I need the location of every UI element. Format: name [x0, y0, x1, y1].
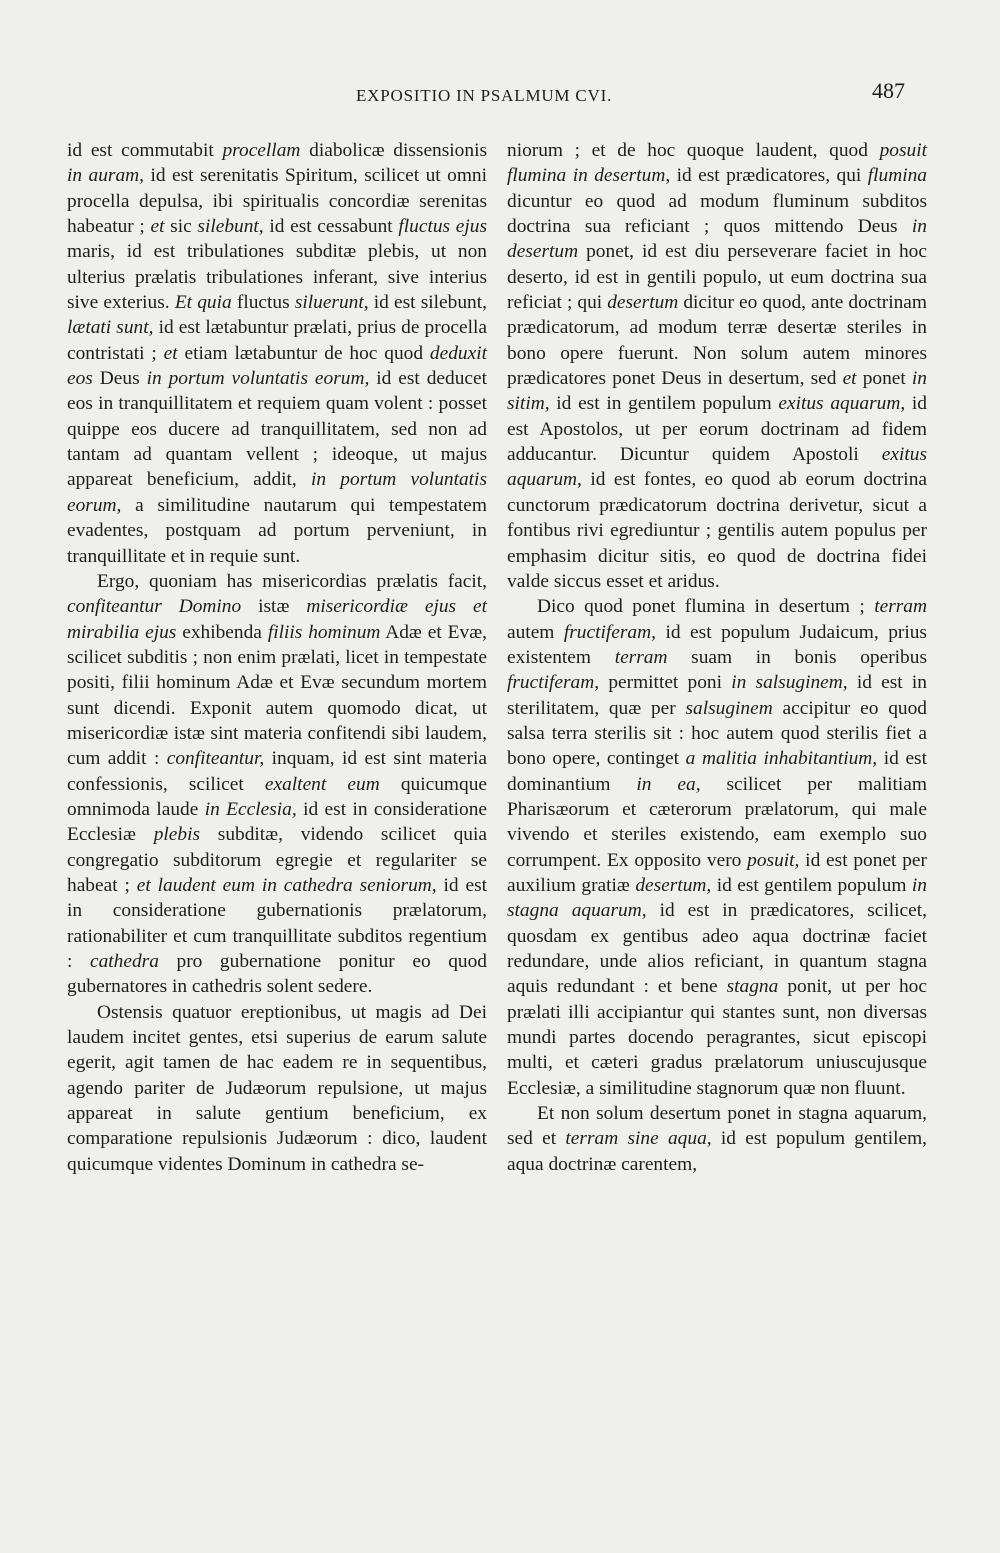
italic-run: et	[150, 216, 165, 238]
italic-run: exitus aquarum,	[507, 444, 927, 491]
italic-run: cathedra	[89, 951, 159, 972]
paragraph: id est commutabit procellam diabolicæ dissensionis in auram, id est serenitatis Spiritum, scilicet ut omni procella depulsa, ibi spiritualis concordiæ serenitas habeatur ; et sic silebunt, id est cessabunt fluctus ejus maris, id est tribulationes subditæ plebis, ut non ulterius prælatis tribulationes inferant, sive interius sive exterius. Et quia fluctus siluerunt, id est silebunt, lætati sunt, id est lætabuntur prælati, prius de procella contristati ; et etiam lætabuntur de hoc quod deduxit eos Deus in portum voluntatis eorum, id est deducet eos in tranquillitatem et requiem quam volent : posset quippe eos ducere ad tranquillitatem, sed non ad tantam ad quantam vellent ; ideoque, ut majus appareat beneficium, addit, in portum voluntatis eorum, a similitudine nautarum qui tempestatem evadentes, postquam ad portum perveniunt, in tranquillitate et in requie sunt.	[67, 140, 488, 567]
italic-run: fructiferam,	[507, 672, 600, 694]
italic-run: lætati sunt,	[67, 317, 154, 339]
italic-run: in portum voluntatis eorum,	[146, 368, 370, 390]
italic-run: exitus aquarum,	[778, 393, 906, 415]
italic-run: in desertum	[507, 216, 927, 263]
italic-run: et	[842, 368, 857, 390]
italic-run: filiis hominum	[267, 621, 381, 643]
italic-run: terram	[614, 646, 668, 668]
italic-run: in ea,	[636, 773, 701, 795]
paragraph: Dico quod ponet flumina in desertum ; terram autem fructiferam, id est populum Judaicum, prius existentem terram suam in bonis operibus fructiferam, permittet poni in salsuginem, id est in sterilitatem, quæ per salsuginem accipitur eo quod salsa terra sterilis sit : hoc autem quod sterilis fiet a bono opere, continget a malitia inhabitantium, id est dominantium in ea, scilicet per malitiam Pharisæorum et cæterorum prælatorum, qui male vivendo et steriles existendo, eam exemplo suo corrumpent. Ex opposito vero posuit, id est ponet per auxilium gratiæ desertum, id est gentilem populum in stagna aquarum, id est in prædicatores, scilicet, quosdam ex gentibus adeo aqua doctrinæ faciet redundare, unde alios reficiant, in quantum stagna aquis redundant : et bene stagna ponit, ut per hoc prælati illi accipiantur qui stantes sunt, non diversas mundi partes docendo peragrantes, sicut episcopi multi, et cæteri gradus prælatorum uniuscujusque Ecclesiæ, a similitudine stagnorum quæ non fluunt.	[507, 596, 928, 1099]
italic-run: confiteantur Domino	[67, 596, 242, 618]
italic-run: posuit,	[747, 849, 800, 871]
italic-run: confiteantur,	[166, 748, 265, 770]
italic-run: in sitim,	[507, 368, 927, 415]
italic-run: in portum voluntatis eorum,	[67, 469, 487, 516]
italic-run: misericordiæ ejus et mirabilia ejus	[67, 596, 488, 643]
italic-run: Et quia	[174, 292, 232, 314]
italic-run: desertum,	[635, 874, 712, 896]
paragraph: Ostensis quatuor ereptionibus, ut magis ad Dei laudem incitet gentes, etsi superius de earum salute egerit, agit tamen de hac eadem re in sequentibus, agendo pariter de Judæorum repulsione, ut majus appareat in salute gentium beneficium, ex comparatione repulsionis Judæorum : dico, laudent quicumque videntes Dominum in cathedra se-	[67, 1001, 487, 1175]
italic-run: procellam	[222, 140, 301, 161]
italic-run: in salsuginem,	[731, 672, 848, 694]
page-number: 487	[872, 78, 905, 103]
italic-run: et laudent eum in cathedra seniorum,	[136, 874, 437, 896]
paragraph: Ergo, quoniam has misericordias prælatis facit, confiteantur Domino istæ misericordiæ ejus et mirabilia ejus exhibenda filiis hominum Adæ et Evæ, scilicet subditis ; non enim prælati, licet in tempestate positi, filii hominum Adæ et Evæ secundum mortem sunt dicendi. Exponit autem quomodo dicat, ut misericordiæ istæ sint materia confitendi sibi laudem, cum addit : confiteantur, inquam, id est sint materia confessionis, scilicet exaltent eum quicumque omnimoda laude in Ecclesia, id est in consideratione Ecclesiæ plebis subditæ, videndo scilicet quia congregatio subditorum egregie et regulariter se habeat ; et laudent eum in cathedra seniorum, id est in consideratione gubernationis prælatorum, rationabiliter et cum tranquillitate subditos regentium : cathedra pro gubernatione ponitur eo quod gubernatores in cathedris solent sedere.	[67, 570, 488, 998]
italic-run: in auram,	[67, 165, 145, 187]
italic-run: a malitia inhabitantium,	[685, 748, 878, 770]
italic-run: et	[163, 342, 178, 364]
italic-run: fructiferam,	[563, 621, 656, 643]
italic-run: desertum	[607, 292, 679, 314]
italic-run: posuit flumina in desertum,	[507, 140, 927, 187]
italic-run: flumina	[867, 165, 928, 187]
running-title: EXPOSITIO IN PSALMUM CVI.	[356, 86, 613, 105]
right-column	[507, 138, 927, 1177]
italic-run: salsuginem	[685, 697, 773, 719]
paragraph: Et non solum desertum ponet in stagna aquarum, sed et terram sine aqua, id est populum gentilem, aqua doctrinæ carentem,	[507, 1103, 927, 1175]
italic-run: fluctus ejus	[398, 216, 487, 238]
paragraph: niorum ; et de hoc quoque laudent, quod posuit flumina in desertum, id est prædicatores, qui flumina dicuntur eo quod ad modum fluminum subditos doctrina sua reficiant ; quos mittendo Deus in desertum ponet, id est diu perseverare faciet in hoc deserto, id est in gentili populo, ut eum doctrina sua reficiat ; qui desertum dicitur eo quod, ante doctrinam prædicatorum, ad modum terræ desertæ steriles in bono opere fuerunt. Non solum autem minores prædicatores ponet Deus in desertum, sed et ponet in sitim, id est in gentilem populum exitus aquarum, id est Apostolos, ut per eorum doctrinam ad fidem adducantur. Dicuntur quidem Apostoli exitus aquarum, id est fontes, eo quod ab eorum doctrina cunctorum prædicatorum doctrina derivetur, sicut a fontibus rivi egrediuntur ; gentilis autem populus per emphasim dicitur sitis, eo quod de doctrina fidei valde siccus esset et aridus.	[507, 140, 928, 592]
italic-run: exaltent eum	[264, 773, 380, 795]
italic-run: terram sine aqua,	[565, 1128, 712, 1150]
italic-run: silebunt,	[197, 216, 264, 238]
italic-run: deduxit eos	[67, 342, 487, 390]
italic-run: siluerunt,	[294, 292, 369, 314]
italic-run: stagna	[726, 976, 779, 998]
italic-run: in Ecclesia,	[204, 798, 297, 820]
italic-run: plebis	[153, 824, 201, 846]
left-column	[67, 138, 487, 1177]
italic-run: terram	[874, 596, 927, 618]
italic-run: in stagna aquarum,	[507, 874, 928, 922]
